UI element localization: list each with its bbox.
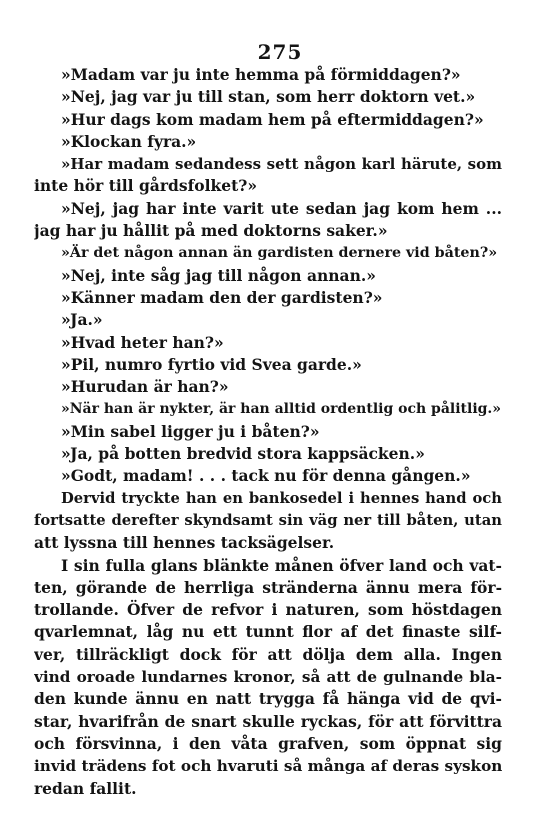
text-line: »Klockan fyra.» [61,131,197,151]
text-line: »Hur dags kom madam hem på eftermiddagen?» [61,109,484,129]
text-line: redan fallit. [34,778,137,798]
text-line: »Nej, jag var ju till stan, som herr doktorn vet.» [61,87,476,107]
text-line: ten, görande de herrliga stränderna ännu mera för- [34,577,502,597]
text-line: jag har ju hållit på med doktorns saker.» [34,221,388,241]
body-text [34,64,502,800]
text-line: »Min sabel ligger ju i båten?» [61,421,320,441]
text-line: »Madam var ju inte hemma på förmiddagen?» [61,65,461,84]
text-line: »Känner madam den der gardisten?» [61,287,383,307]
text-line: »Ja, på botten bredvid stora kappsäcken.» [61,444,425,464]
text-line: »Har madam sedandess sett någon karl härute, som [61,155,502,174]
text-line: vind oroade lundarnes kronor, så att de gulnande bla- [34,668,502,687]
text-line: »Hurudan är han?» [61,377,229,397]
text-line: trollande. Öfver de refvor i naturen, som höstdagen [34,600,502,620]
text-line: star, hvarifrån de snart skulle ryckas, för att förvittra [34,711,502,731]
text-line: »Är det någon annan än gardisten dernere vid båten?» [61,245,498,262]
text-line: »Nej, inte såg jag till någon annan.» [61,265,376,285]
text-line: I sin fulla glans blänkte månen öfver land och vat- [61,555,502,575]
text-line: »Ja.» [61,310,103,330]
text-line: fortsatte derefter skyndsamt sin väg ner till båten, utan [34,511,502,529]
text-line: ver, tillräckligt dock för att dölja dem alla. Ingen [34,644,502,664]
text-line: och försvinna, i den våta grafven, som öppnat sig [34,733,502,753]
text-line: invid trädens fot och hvaruti så många af deras syskon [34,757,502,776]
text-line: Dervid tryckte han en bankosedel i hennes hand och [61,489,502,507]
text-line: »När han är nykter, är han alltid ordentlig och pålitlig.» [61,401,502,418]
text-line: qvarlemnat, låg nu ett tunnt flor af det finaste silf- [34,622,502,642]
text-line: »Pil, numro fyrtio vid Svea garde.» [61,354,362,374]
text-line: att lyssna till hennes tacksägelser. [34,533,335,553]
text-line: »Godt, madam! . . . tack nu för denna gången.» [61,466,471,486]
text-line: »Hvad heter han?» [61,332,224,352]
text-line: den kunde ännu en natt trygga få hänga vid de qvi- [34,689,502,709]
text-line: »Nej, jag har inte varit ute sedan jag kom hem ... [61,198,502,218]
page-number: 275 [257,40,303,64]
text-line: inte hör till gårdsfolket?» [34,176,258,196]
